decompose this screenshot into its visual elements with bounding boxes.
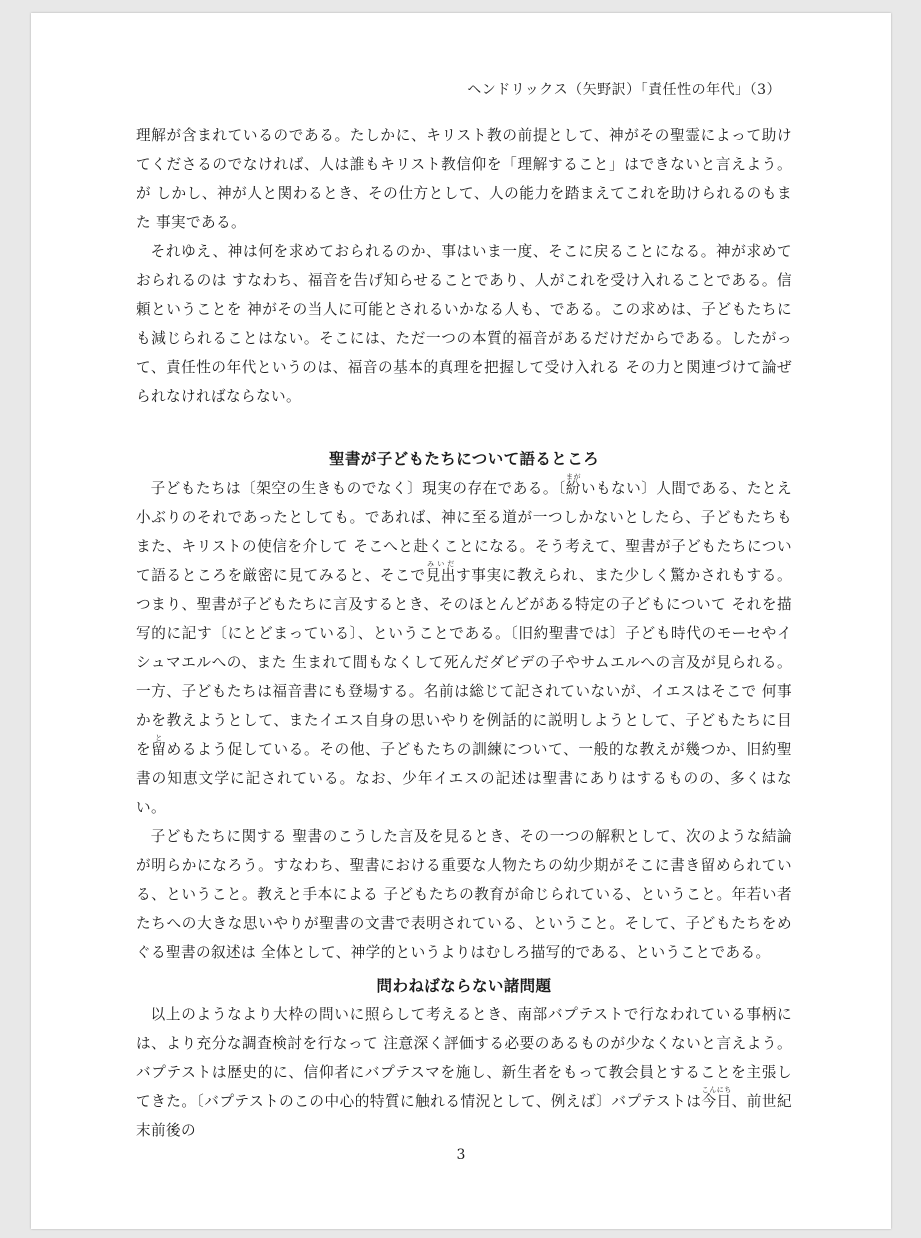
running-header: ヘンドリックス（矢野訳）「責任性の年代」（3） <box>467 82 781 98</box>
paragraph: 子どもたちに関する 聖書のこうした言及を見るとき、その一つの解釈として、次のような結論が明らかになろう。すなわち、聖書における重要な人物たちの幼少期がそこに書き留められている、ということ。教えと手本による 子どもたちの教育が命じられている、ということ。年若い者たちへの大きな思いやりが聖書の文書で表明されている、ということ。そして、子どもたちをめぐる聖書の叙述は 全体として、神学的というよりはむしろ描写的である、ということである。 <box>136 828 792 961</box>
section-heading: 聖書が子どもたちについて語るところ <box>329 449 599 468</box>
ruby-annotation: 紛まが <box>565 473 581 497</box>
section-children-in-scripture <box>136 444 792 967</box>
paragraph: 子どもたちは〔架空の生きものでなく〕現実の存在である。〔紛まがいもない〕人間である、たとえ小ぶりのそれであったとしても。であれば、神に至る道が一つしかないとしたら、子どもたちもまた、キリストの使信を介して そこへと赴くことになる。そう考えて、聖書が子どもたちについて語るところを厳密に見てみると、そこで見出みいだす事実に教えられ、また少しく驚かされもする。つまり、聖書が子どもたちに言及するとき、そのほとんどがある特定の子どもについて それを描写的に記す〔にとどまっている〕、ということである。〔旧約聖書では〕子ども時代のモーセやイシュマエルへの、また 生まれて間もなくして死んだダビデの子やサムエルへの言及が見られる。一方、子どもたちは福音書にも登場する。名前は総じて記されていないが、イエスはそこで 何事かを教えようとして、またイエス自身の思いやりを例話的に説明しようとして、子どもたちに目を留とめるよう促している。その他、子どもたちの訓練について、一般的な教えが幾つか、旧約聖書の知恵文学に記されている。なお、少年イエスの記述は聖書にありはするものの、多くはない。 <box>136 473 792 816</box>
section-questions <box>136 971 792 1145</box>
opening-section <box>136 121 792 411</box>
ruby-annotation: 見出みいだ <box>425 560 457 584</box>
document-page <box>31 13 891 1229</box>
paragraph: 理解が含まれているのである。たしかに、キリスト教の前提として、神がその聖霊によって助けてくださるのでなければ、人は誰もキリスト教信仰を「理解すること」はできないと言えよう。が しかし、神が人と関わるとき、その仕方として、人の能力を踏まえてこれを助けられるのもまた 事実である。 <box>136 127 792 231</box>
paragraph: それゆえ、神は何を求めておられるのか、事はいま一度、そこに戻ることになる。神が求めておられるのは すなわち、福音を告げ知らせることであり、人がこれを受け入れることである。信頼ということを 神がその当人に可能とされるいかなる人も、である。この求めは、子どもたちにも減じられることはない。そこには、ただ一つの本質的福音があるだけだからである。したがって、責任性の年代というのは、福音の基本的真理を把握して受け入れる その力と関連づけて論ぜられなければならない。 <box>136 243 792 405</box>
page-number: 3 <box>456 1147 466 1163</box>
section-heading: 問わねばならない諸問題 <box>376 976 552 995</box>
ruby-annotation: 留と <box>151 734 167 758</box>
ruby-annotation: 今日こんにち <box>701 1086 732 1110</box>
paragraph: 以上のようなより大枠の問いに照らして考えるとき、南部バプテストで行なわれている事柄には、より充分な調査検討を行なって 注意深く評価する必要のあるものが少なくないと言えよう。バプテストは歴史的に、信仰者にバプテスマを施し、新生者をもって教会員とすることを主張してきた。〔バプテストのこの中心的特質に触れる情況として、例えば〕バプテストは今日こんにち、前世紀末前後の <box>136 1006 792 1139</box>
